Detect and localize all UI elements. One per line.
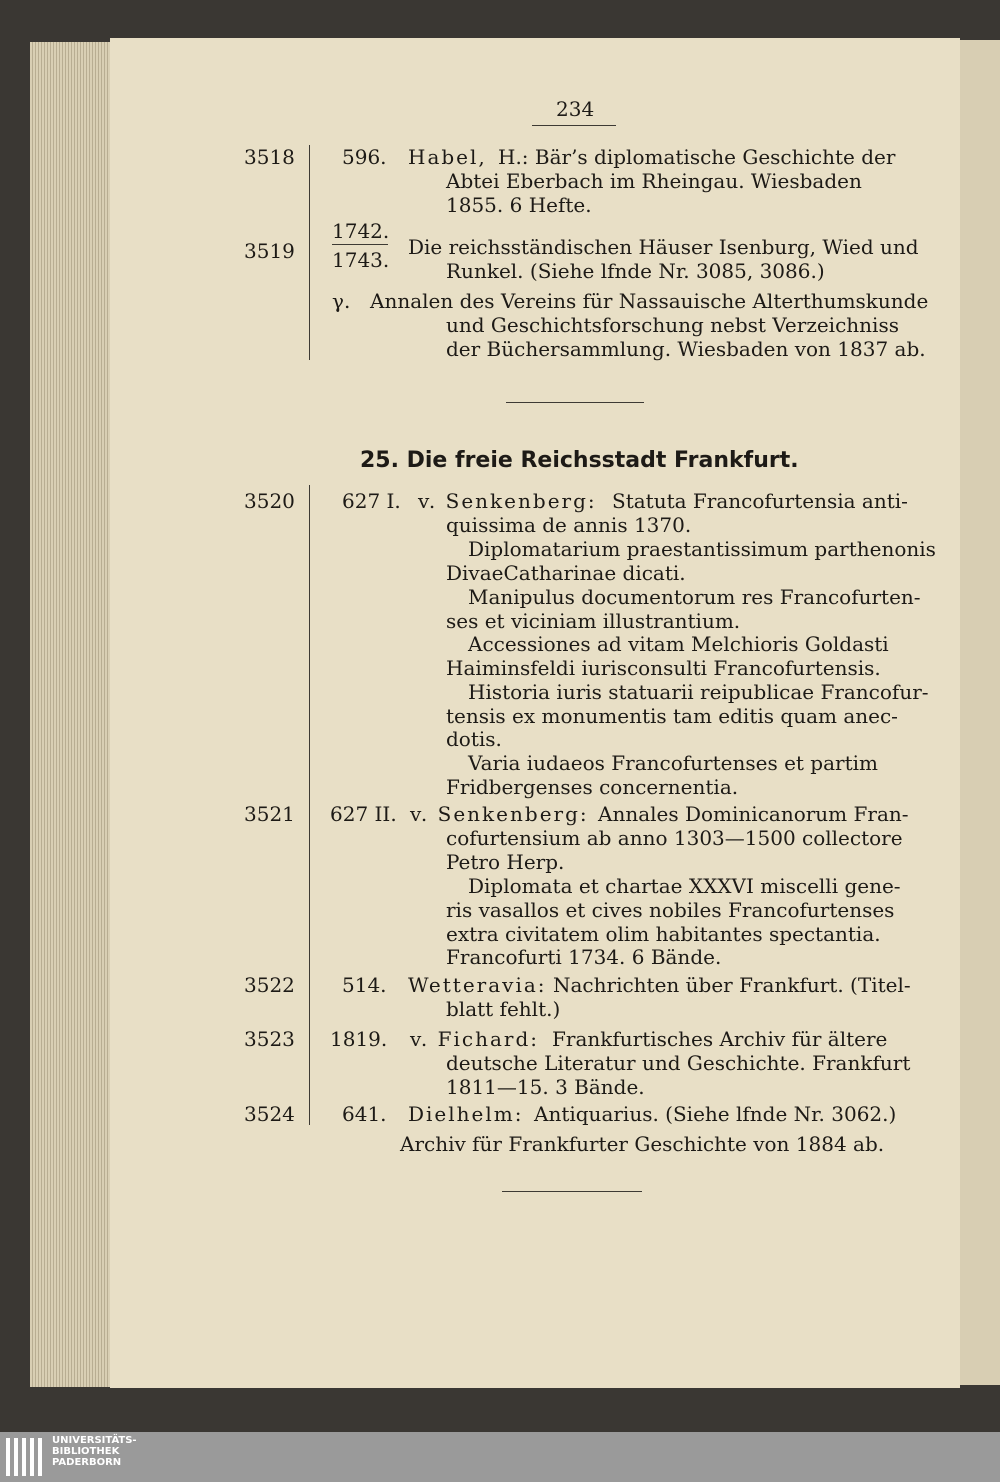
entry-number-3518: 3518 (244, 145, 295, 169)
entry-line-3521-2: cofurtensium ab anno 1303—1500 collectore (446, 826, 903, 850)
gamma-line-1: Annalen des Vereins für Nassauische Alterthumskunde (370, 289, 929, 313)
page-number-rule (532, 125, 616, 126)
gamma-line-3: der Büchersammlung. Wiesbaden von 1837 ab. (446, 337, 926, 361)
entry-line-3520-7: Accessiones ad vitam Melchioris Goldasti (468, 632, 889, 656)
entry-line-3518-1: H.: Bär’s diplomatische Geschichte der (498, 145, 896, 169)
entry-author-3518: Habel, (408, 145, 487, 169)
entry-line-3523-1: Frankfurtisches Archiv für ältere (552, 1027, 888, 1051)
entry-author-3522: Wetteravia: (408, 973, 547, 997)
logo-line-3: PADERBORN (52, 1457, 122, 1468)
entry-author-3524: Dielhelm: (408, 1102, 524, 1126)
entry-line-3522-2: blatt fehlt.) (446, 997, 561, 1021)
entry-line-3520-12: Varia iudaeos Francofurtenses et partim (468, 751, 878, 775)
entry-number-3522: 3522 (244, 973, 295, 997)
column-rule-top (309, 145, 310, 360)
fraction-bottom: 1743. (332, 248, 390, 272)
library-logo-icon (6, 1438, 46, 1476)
entry-number-3524: 3524 (244, 1102, 295, 1126)
entry-ref-3521: 627 II. (330, 802, 397, 826)
entry-line-3524-1: Antiquarius. (Siehe lfnde Nr. 3062.) (534, 1102, 897, 1126)
entry-line-3520-8: Haiminsfeldi iurisconsulti Francofurtensis. (446, 656, 881, 680)
entry-ref-3518: 596. (342, 145, 387, 169)
fraction-bar (332, 244, 388, 245)
entry-line-3520-1: Statuta Francofurtensia anti- (612, 489, 908, 513)
section-divider (506, 402, 644, 403)
entry-ref-3520: 627 I. (342, 489, 401, 513)
entry-author-3523: v. Fichard: (410, 1027, 540, 1051)
page-stack-edge (30, 42, 120, 1387)
entry-ref-3522: 514. (342, 973, 387, 997)
entry-line-3521-5: ris vasallos et cives nobiles Francofurtenses (446, 898, 895, 922)
entry-line-3519-1: Die reichsständischen Häuser Isenburg, Wied und (408, 235, 919, 259)
entry-line-3521-6: extra civitatem olim habitantes spectantia. (446, 922, 881, 946)
entry-line-3521-4: Diplomata et chartae XXXVI miscelli gene- (468, 874, 901, 898)
page-number: 234 (556, 97, 595, 121)
column-rule-bottom (309, 485, 310, 1125)
entry-number-3521: 3521 (244, 802, 295, 826)
end-divider (502, 1191, 642, 1192)
entry-line-3518-3: 1855. 6 Hefte. (446, 193, 592, 217)
entry-line-3520-6: ses et viciniam illustrantium. (446, 609, 741, 633)
gamma-marker: γ. (332, 289, 351, 313)
entry-line-3520-13: Fridbergenses concernentia. (446, 775, 739, 799)
entry-ref-3523: 1819. (330, 1027, 388, 1051)
entry-author-3521: v. Senkenberg: (410, 802, 589, 826)
fraction-top: 1742. (332, 219, 390, 243)
facing-page-edge (960, 40, 1000, 1385)
entry-line-3524-2: Archiv für Frankfurter Geschichte von 1884 ab. (400, 1132, 885, 1156)
library-logo-text (52, 1435, 137, 1468)
entry-line-3520-11: dotis. (446, 727, 502, 751)
entry-number-3523: 3523 (244, 1027, 295, 1051)
logo-line-2: BIBLIOTHEK (52, 1446, 120, 1457)
entry-line-3521-1: Annales Dominicanorum Fran- (598, 802, 909, 826)
entry-number-3519: 3519 (244, 239, 295, 263)
entry-ref-3524: 641. (342, 1102, 387, 1126)
entry-line-3523-3: 1811—15. 3 Bände. (446, 1075, 645, 1099)
entry-line-3518-2: Abtei Eberbach im Rheingau. Wiesbaden (446, 169, 862, 193)
entry-line-3521-3: Petro Herp. (446, 850, 565, 874)
library-footer (0, 1432, 1000, 1482)
entry-line-3521-7: Francofurti 1734. 6 Bände. (446, 945, 722, 969)
entry-line-3523-2: deutsche Literatur und Geschichte. Frankfurt (446, 1051, 911, 1075)
entry-line-3522-1: Nachrichten über Frankfurt. (Titel- (553, 973, 911, 997)
entry-author-3520: v. Senkenberg: (418, 489, 597, 513)
entry-line-3520-9: Historia iuris statuarii reipublicae Francofur- (468, 680, 929, 704)
entry-line-3520-3: Diplomatarium praestantissimum parthenonis (468, 537, 936, 561)
entry-line-3519-2: Runkel. (Siehe lfnde Nr. 3085, 3086.) (446, 259, 825, 283)
section-heading: 25. Die freie Reichsstadt Frankfurt. (360, 448, 799, 473)
entry-line-3520-10: tensis ex monumentis tam editis quam anec- (446, 704, 898, 728)
entry-number-3520: 3520 (244, 489, 295, 513)
logo-line-1: UNIVERSITÄTS- (52, 1435, 137, 1446)
entry-line-3520-4: DivaeCatharinae dicati. (446, 561, 686, 585)
entry-line-3520-5: Manipulus documentorum res Francofurten- (468, 585, 921, 609)
gamma-line-2: und Geschichtsforschung nebst Verzeichniss (446, 313, 899, 337)
entry-line-3520-2: quissima de annis 1370. (446, 513, 692, 537)
